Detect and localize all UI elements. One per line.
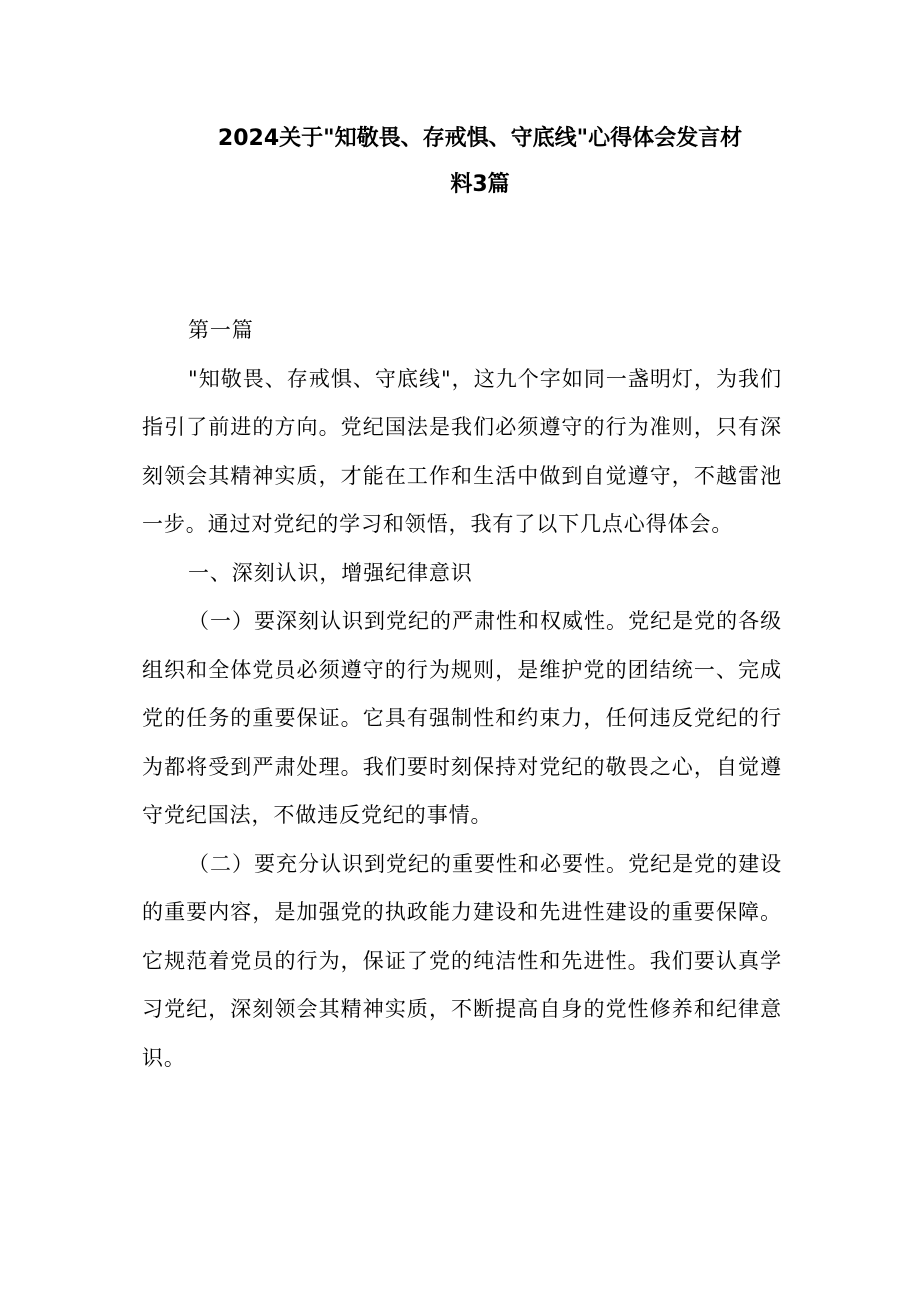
paragraph-point-1: （一）要深刻认识到党纪的严肃性和权威性。党纪是党的各级组织和全体党员必须遵守的行为规则，是维护党的团结统一、完成党的任务的重要保证。它具有强制性和约束力，任何违反党纪的行为都将受到严肃处理。我们要时刻保持对党纪的敬畏之心，自觉遵守党纪国法，不做违反党纪的事情。 [142, 609, 782, 827]
document-title [120, 116, 840, 208]
paragraph-point-2: （二）要充分认识到党纪的重要性和必要性。党纪是党的建设的重要内容，是加强党的执政能力建设和先进性建设的重要保障。它规范着党员的行为，保证了党的纯洁性和先进性。我们要认真学习党纪，深刻领会其精神实质，不断提高自身的党性修养和纪律意识。 [142, 851, 782, 1070]
paragraph-intro: "知敬畏、存戒惧、守底线"，这九个字如同一盏明灯，为我们指引了前进的方向。党纪国法是我们必须遵守的行为准则，只有深刻领会其精神实质，才能在工作和生活中做到自觉遵守，不越雷池一步。通过对党纪的学习和领悟，我有了以下几点心得体会。 [142, 366, 782, 536]
title-line-1: 2024关于"知敬畏、存戒惧、守底线"心得体会发言材 [217, 126, 743, 151]
section-label: 第一篇 [188, 318, 254, 342]
title-line-2: 料3篇 [450, 172, 510, 197]
document-body [142, 306, 782, 1082]
section-heading: 一、深刻认识，增强纪律意识 [188, 560, 473, 585]
